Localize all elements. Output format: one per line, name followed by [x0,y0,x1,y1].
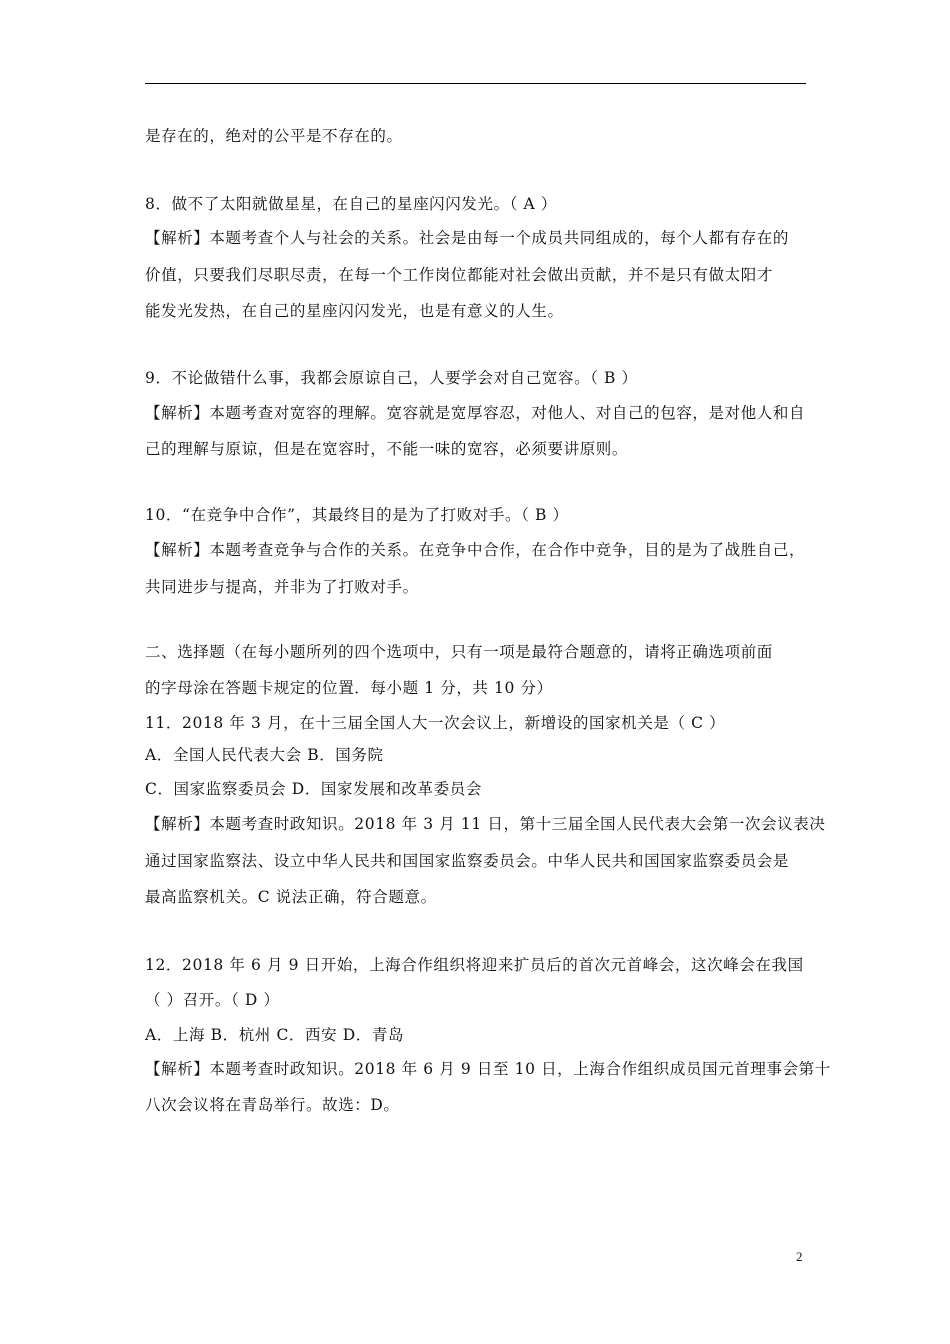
section-heading-line-2: 的字母涂在答题卡规定的位置．每小题 1 分，共 10 分） [145,679,553,697]
analysis-8-line-1: 【解析】本题考查个人与社会的关系。社会是由每一个成员共同组成的，每个人都有存在的 [145,229,790,247]
question-12-options: A．上海 B．杭州 C．西安 D．青岛 [145,1026,405,1044]
analysis-10-line-2: 共同进步与提高，并非为了打败对手。 [145,578,419,596]
question-12-line-1: 12．2018 年 6 月 9 日开始，上海合作组织将迎来扩员后的首次元首峰会，这次峰会在我国 [145,956,804,974]
question-11-options-1: A．全国人民代表大会 B．国务院 [145,746,384,764]
analysis-12-line-2: 八次会议将在青岛举行。故选：D。 [145,1096,400,1114]
question-11: 11．2018 年 3 月，在十三届全国人大一次会议上，新增设的国家机关是（ C ） [145,714,726,732]
header-rule [145,83,806,84]
text-line: 是存在的，绝对的公平是不存在的。 [145,127,403,145]
analysis-12-line-1: 【解析】本题考查时政知识。2018 年 6 月 9 日至 10 日，上海合作组织成员国元首理事会第十 [145,1060,831,1078]
question-10: 10．“在竞争中合作”，其最终目的是为了打败对手。（ B ） [145,506,569,524]
question-9: 9．不论做错什么事，我都会原谅自己，人要学会对自己宽容。（ B ） [145,369,638,387]
question-11-options-2: C．国家监察委员会 D．国家发展和改革委员会 [145,780,482,798]
analysis-11-line-2: 通过国家监察法、设立中华人民共和国国家监察委员会。中华人民共和国国家监察委员会是 [145,852,790,870]
analysis-9-line-2: 己的理解与原谅，但是在宽容时，不能一味的宽容，必须要讲原则。 [145,440,629,458]
section-heading-line-1: 二、选择题（在每小题所列的四个选项中，只有一项是最符合题意的，请将正确选项前面 [145,643,773,661]
analysis-9-line-1: 【解析】本题考查对宽容的理解。宽容就是宽厚容忍，对他人、对自己的包容，是对他人和自 [145,404,806,422]
analysis-8-line-2: 价值，只要我们尽职尽责，在每一个工作岗位都能对社会做出贡献，并不是只有做太阳才 [145,266,773,284]
analysis-10-line-1: 【解析】本题考查竞争与合作的关系。在竞争中合作，在合作中竞争，目的是为了战胜自己， [145,541,806,559]
page-number: 2 [796,1249,803,1264]
analysis-11-line-3: 最高监察机关。C 说法正确，符合题意。 [145,888,437,906]
question-8: 8．做不了太阳就做星星，在自己的星座闪闪发光。（ A ） [145,195,557,213]
analysis-8-line-3: 能发光发热，在自己的星座闪闪发光，也是有意义的人生。 [145,302,564,320]
analysis-11-line-1: 【解析】本题考查时政知识。2018 年 3 月 11 日，第十三届全国人民代表大会第一次会议表决 [145,815,826,833]
question-12-line-2: （ ）召开。（ D ） [145,991,280,1009]
